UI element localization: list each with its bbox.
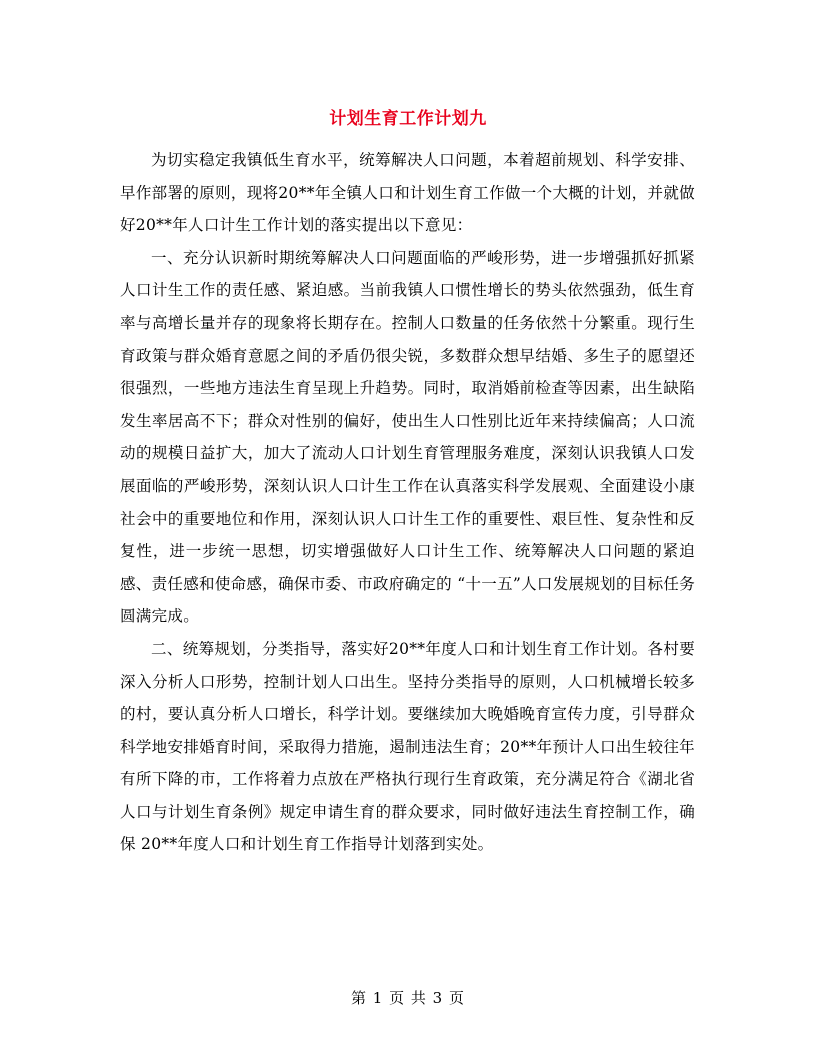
document-body bbox=[120, 144, 695, 861]
paragraph-section-2: 二、统筹规划，分类指导，落实好20**年度人口和计划生育工作计划。各村要深入分析人口形势，控制计划人口出生。坚持分类指导的原则，人口机械增长较多的村，要认真分析人口增长，科学计划。要继续加大晚婚晚育宣传力度，引导群众科学地安排婚育时间，采取得力措施，遏制违法生育；20**年预计人口出生较往年有所下降的市，工作将着力点放在严格执行现行生育政策，充分满足符合《湖北省人口与计划生育条例》规定申请生育的群众要求，同时做好违法生育控制工作，确保 20**年度人口和计划生育工作指导计划落到实处。 bbox=[120, 639, 695, 854]
page-footer bbox=[0, 988, 816, 1008]
page-number-label: 第 1 页 共 3 页 bbox=[351, 989, 465, 1007]
paragraph-section-1: 一、充分认识新时期统筹解决人口问题面临的严峻形势，进一步增强抓好抓紧人口计生工作的责任感、紧迫感。当前我镇人口惯性增长的势头依然强劲，低生育率与高增长量并存的现象将长期存在。控制人口数量的任务依然十分繁重。现行生育政策与群众婚育意愿之间的矛盾仍很尖锐，多数群众想早结婚、多生子的愿望还很强烈，一些地方违法生育呈现上升趋势。同时，取消婚前检查等因素，出生缺陷发生率居高不下；群众对性别的偏好，使出生人口性别比近年来持续偏高；人口流动的规模日益扩大，加大了流动人口计划生育管理服务难度，深刻认识我镇人口发展面临的严峻形势，深刻认识人口计生工作在认真落实科学发展观、全面建设小康社会中的重要地位和作用，深刻认识人口计生工作的重要性、艰巨性、复杂性和反复性，进一步统一思想，切实增强做好人口计生工作、统筹解决人口问题的紧迫感、责任感和使命感，确保市委、市政府确定的 “十一五”人口发展规划的目标任务圆满完成。 bbox=[120, 248, 695, 626]
paragraph-intro: 为切实稳定我镇低生育水平，统筹解决人口问题，本着超前规划、科学安排、早作部署的原则，现将20**年全镇人口和计划生育工作做一个大概的计划，并就做好20**年人口计生工作计划的落实提出以下意见： bbox=[120, 151, 695, 235]
document-title: 计划生育工作计划九 bbox=[329, 109, 487, 130]
